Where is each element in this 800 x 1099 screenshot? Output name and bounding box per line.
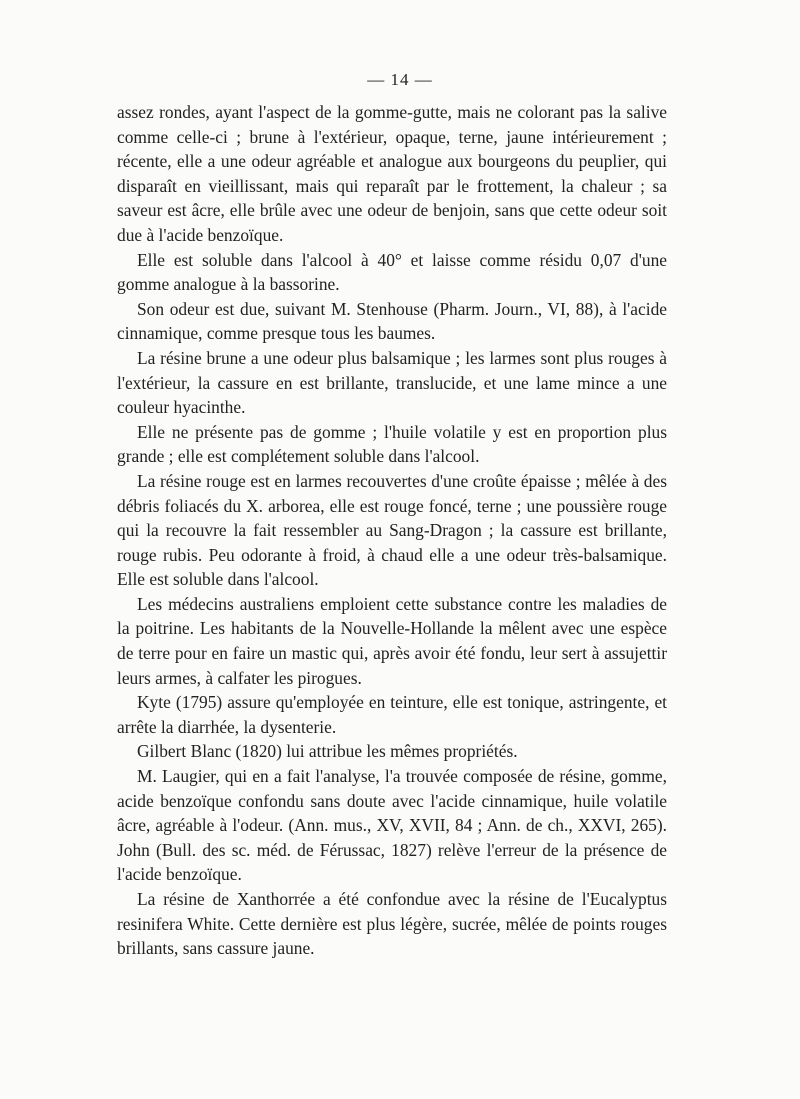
body-text xyxy=(117,100,667,961)
paragraph-6: La résine rouge est en larmes recouvertes d'une croûte épaisse ; mêlée à des débris foliacés du X. arborea, elle est rouge foncé, terne ; une poussière rouge qui la recouvre la fait ressembler au Sang-Dragon ; la cassure est brillante, rouge rubis. Peu odorante à froid, à chaud elle a une odeur très-balsamique. Elle est soluble dans l'alcool. xyxy=(117,470,667,590)
page-number: — 14 — xyxy=(367,70,433,89)
paragraph-3: Son odeur est due, suivant M. Stenhouse (Pharm. Journ., VI, 88), à l'acide cinnamique, comme presque tous les baumes. xyxy=(117,298,667,344)
paragraph-7: Les médecins australiens emploient cette substance contre les maladies de la poitrine. Les habitants de la Nouvelle-Hollande la mêlent avec une espèce de terre pour en faire un mastic qui, après avoir été fondu, leur sert à assujettir leurs armes, à calfater les pirogues. xyxy=(117,593,667,688)
paragraph-8: Kyte (1795) assure qu'employée en teinture, elle est tonique, astringente, et arrête la diarrhée, la dysenterie. xyxy=(117,692,667,737)
paragraph-4: La résine brune a une odeur plus balsamique ; les larmes sont plus rouges à l'extérieur, la cassure en est brillante, translucide, et une lame mince a une couleur hyacinthe. xyxy=(117,347,667,418)
paragraph-11: La résine de Xanthorrée a été confondue avec la résine de l'Eucalyptus resinifera White. Cette dernière est plus légère, sucrée, mêlée de points rouges brillants, sans cassure jaune. xyxy=(117,889,667,959)
paragraph-10: M. Laugier, qui en a fait l'analyse, l'a trouvée composée de résine, gomme, acide benzoïque confondu sans doute avec l'acide cinnamique, huile volatile âcre, agréable à l'odeur. (Ann. mus., XV, XVII, 84 ; Ann. de ch., XXVI, 265). John (Bull. des sc. méd. de Férussac, 1827) relève l'erreur de la présence de l'acide benzoïque. xyxy=(117,766,667,885)
paragraph-1: assez rondes, ayant l'aspect de la gomme-gutte, mais ne colorant pas la salive comme celle-ci ; brune à l'extérieur, opaque, terne, jaune intérieurement ; récente, elle a une odeur agréable et analogue aux bourgeons du peuplier, qui disparaît en vieillissant, mais qui reparaît par le frottement, la chaleur ; sa saveur est âcre, elle brûle avec une odeur de benjoin, sans que cette odeur soit due à l'acide benzoïque. xyxy=(117,102,667,245)
paragraph-5: Elle ne présente pas de gomme ; l'huile volatile y est en proportion plus grande ; elle est complétement soluble dans l'alcool. xyxy=(117,421,667,467)
paragraph-2: Elle est soluble dans l'alcool à 40° et laisse comme résidu 0,07 d'une gomme analogue à la bassorine. xyxy=(117,249,667,295)
paragraph-9: Gilbert Blanc (1820) lui attribue les mêmes propriétés. xyxy=(137,741,518,762)
